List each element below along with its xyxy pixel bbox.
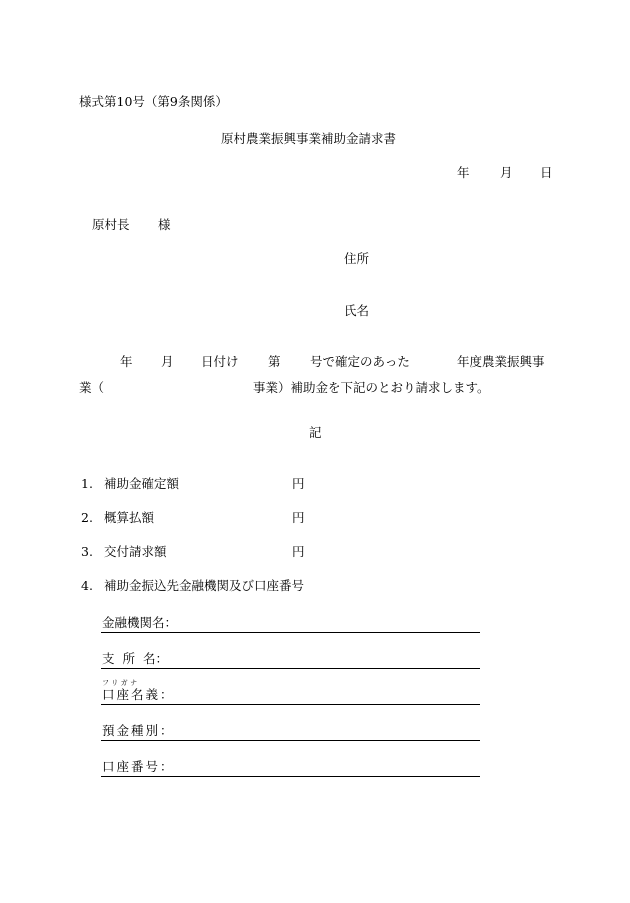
address-label: 住所 [344, 251, 370, 266]
deposit-type-label: 預金種別： [102, 723, 175, 738]
name-label: 氏名 [344, 303, 370, 318]
item-unit: 円 [292, 476, 305, 491]
body-month-label: 月 [161, 354, 174, 369]
account-number-label: 口座番号： [102, 759, 175, 774]
bank-institution-line [101, 632, 480, 633]
ki-heading: 記 [309, 425, 322, 440]
item-label: 補助金振込先金融機関及び口座番号 [104, 578, 305, 593]
deposit-type-line [101, 740, 480, 741]
account-name-label: 口座名義： [102, 687, 175, 702]
account-name-furigana: フリガナ [102, 679, 140, 687]
date-year-label: 年 [457, 165, 470, 180]
body-year-label: 年 [120, 354, 133, 369]
body-jigyo-text: 事業）補助金を下記のとおり請求します。 [253, 380, 490, 395]
form-number: 様式第10号（第9条関係） [79, 94, 228, 109]
item-number: 3. [81, 544, 93, 559]
date-day-label: 日 [540, 165, 553, 180]
item-number: 2. [81, 510, 93, 525]
item-number: 1. [81, 476, 93, 491]
body-gyo-text: 業（ [79, 380, 105, 395]
body-no-text: 号で確定のあった [310, 354, 410, 369]
branch-label: 支 所 名： [102, 651, 168, 666]
body-fiscal-text: 年度農業振興事 [457, 354, 545, 369]
item-unit: 円 [292, 510, 305, 525]
item-label: 概算払額 [104, 510, 155, 525]
body-dai-label: 第 [268, 354, 281, 369]
bank-institution-label: 金融機関名： [102, 615, 178, 630]
item-label: 交付請求額 [104, 544, 167, 559]
addressee-honorific: 様 [158, 217, 171, 232]
addressee-name: 原村長 [92, 217, 130, 232]
item-unit: 円 [292, 544, 305, 559]
item-label: 補助金確定額 [104, 476, 180, 491]
date-month-label: 月 [500, 165, 513, 180]
document-title: 原村農業振興事業補助金請求書 [221, 131, 397, 146]
account-number-line [101, 776, 480, 777]
body-dated-label: 日付け [201, 354, 239, 369]
item-number: 4. [81, 578, 93, 593]
branch-line [101, 668, 480, 669]
account-name-line [101, 704, 480, 705]
